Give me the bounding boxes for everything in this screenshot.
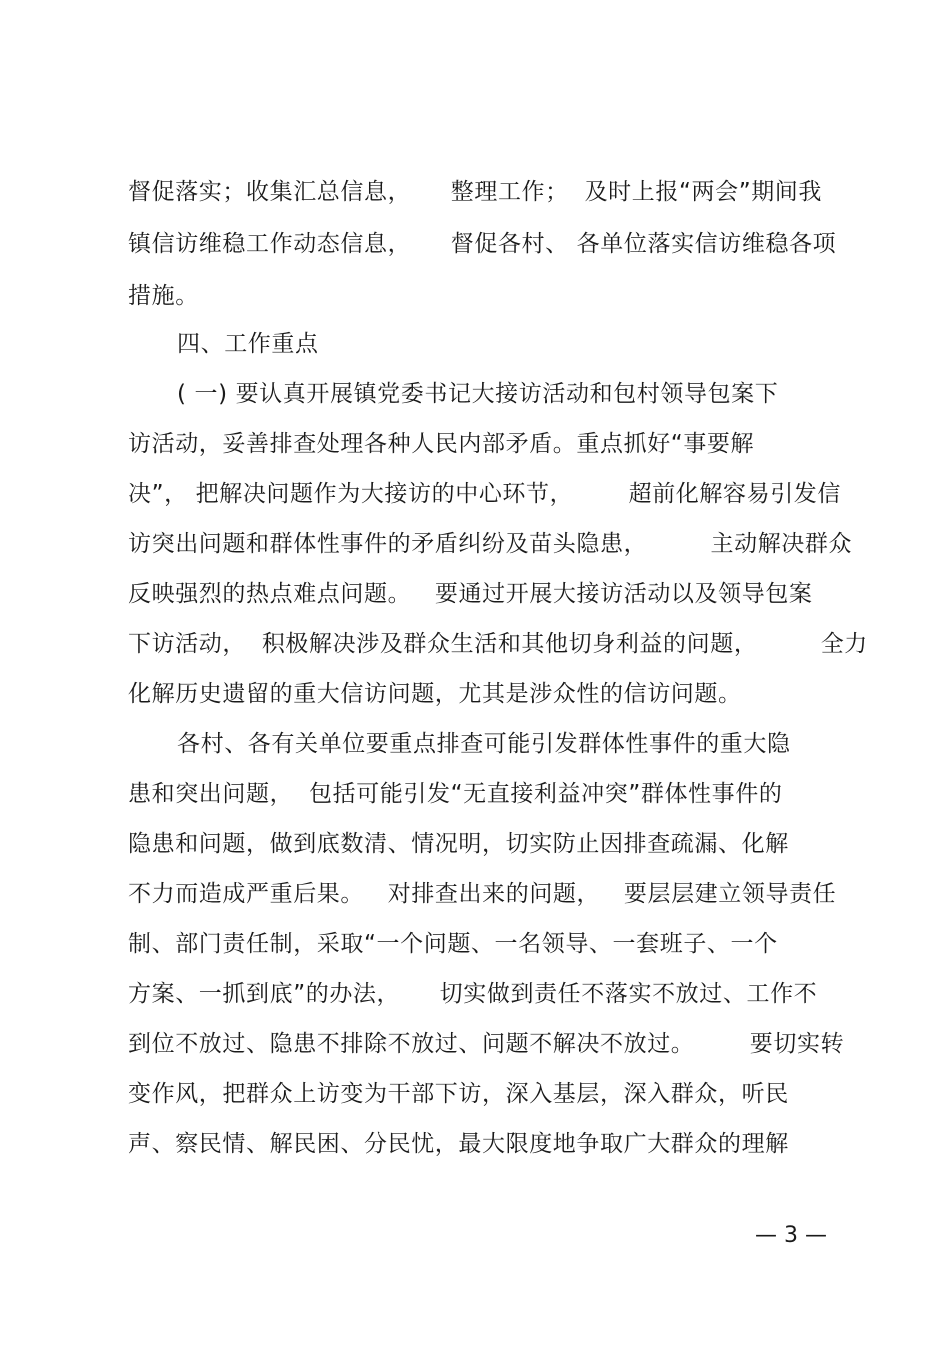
body-text-line: 镇信访维稳工作动态信息， 督促各村、 各单位落实信访维稳各项	[128, 231, 837, 257]
body-text-line: 决”， 把解决问题作为大接访的中心环节， 超前化解容易引发信	[128, 481, 842, 507]
body-text-line: 化解历史遗留的重大信访问题，尤其是涉众性的信访问题。	[128, 681, 742, 707]
body-text-line: 方案、一抓到底”的办法， 切实做到责任不落实不放过、工作不	[128, 981, 818, 1007]
body-text-line: 患和突出问题， 包括可能引发“无直接利益冲突”群体性事件的	[128, 781, 783, 807]
body-text-line: ( 一) 要认真开展镇党委书记大接访活动和包村领导包案下	[177, 381, 779, 407]
body-text-line: 措施。	[128, 283, 199, 309]
body-text-line: 访活动，妥善排查处理各种人民内部矛盾。重点抓好“事要解	[128, 431, 755, 457]
page-number: — 3 —	[755, 1223, 827, 1248]
body-text-line: 下访活动， 积极解决涉及群众生活和其他切身利益的问题， 全力	[128, 631, 868, 657]
body-text-line: 各村、各有关单位要重点排查可能引发群体性事件的重大隐	[177, 731, 791, 757]
body-text-line: 反映强烈的热点难点问题。 要通过开展大接访活动以及领导包案	[128, 581, 813, 607]
body-text-line: 声、察民情、解民困、分民忧，最大限度地争取广大群众的理解	[128, 1131, 789, 1157]
body-text-line: 到位不放过、隐患不排除不放过、问题不解决不放过。 要切实转	[128, 1031, 845, 1057]
body-text-line: 督促落实；收集汇总信息， 整理工作； 及时上报“两会”期间我	[128, 179, 823, 205]
body-text-line: 隐患和问题，做到底数清、情况明，切实防止因排查疏漏、化解	[128, 831, 789, 857]
section-heading: 四、工作重点	[177, 331, 319, 357]
body-text-line: 不力而造成严重后果。 对排查出来的问题， 要层层建立领导责任	[128, 881, 837, 907]
body-text-line: 制、部门责任制，采取“一个问题、一名领导、一套班子、一个	[128, 931, 778, 957]
body-text-line: 变作风，把群众上访变为干部下访，深入基层，深入群众，听民	[128, 1081, 789, 1107]
body-text-line: 访突出问题和群体性事件的矛盾纠纷及苗头隐患， 主动解决群众	[128, 531, 853, 557]
